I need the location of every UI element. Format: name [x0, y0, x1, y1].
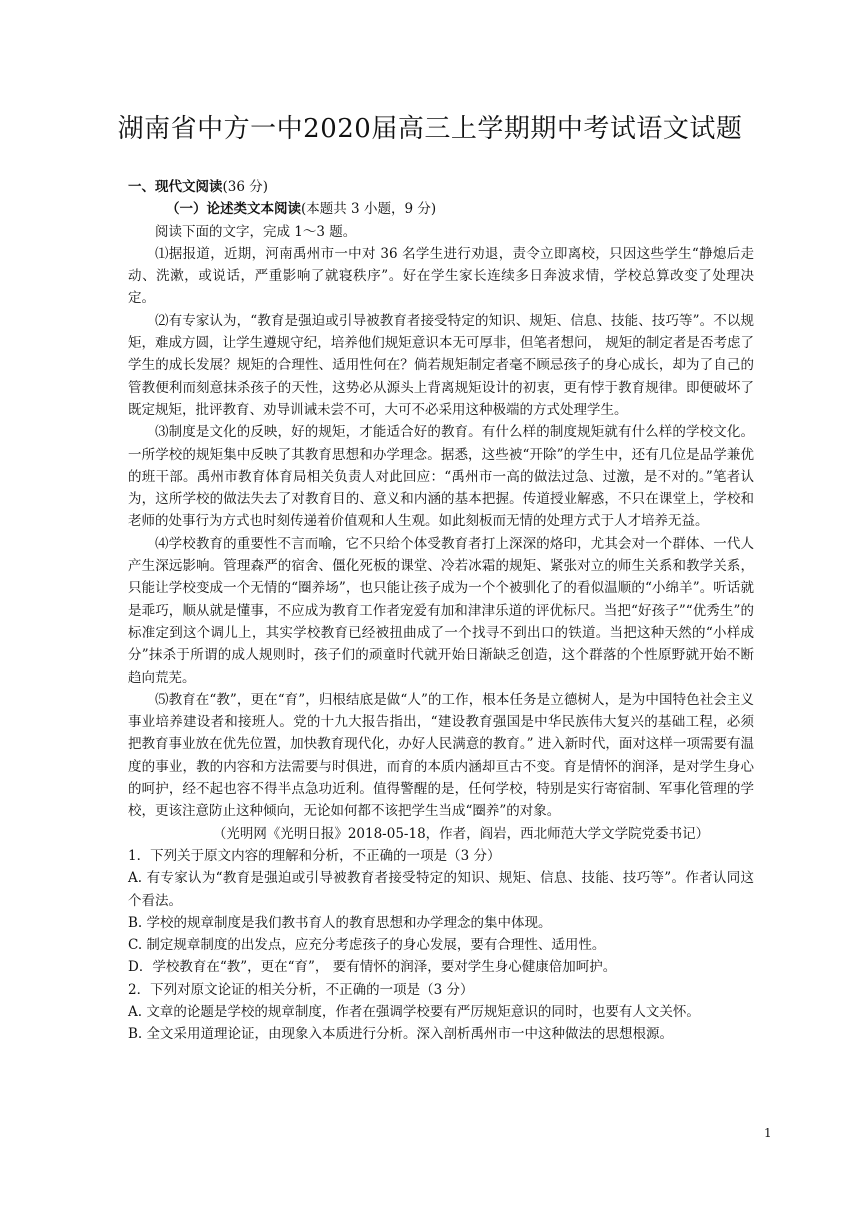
section-score: (36 分) — [222, 179, 269, 195]
question-stem: 1．下列关于原文内容的理解和分析，不正确的一项是（3 分） — [128, 847, 501, 864]
question-option: B. 全文采用道理论证，由现象入本质进行分析。深入剖析禹州市一中这种做法的思想根源。 — [128, 1026, 674, 1043]
subsection-heading — [128, 198, 754, 220]
paragraph: ⑴据报道，近期，河南禹州市一中对 36 名学生进行劝退，责令立即离校，只因这些学生“静熄后走动、洗漱，或说话，严重影响了就寝秩序”。好在学生家长连续多日奔波求情，学校总算改变了处理决定。 — [128, 245, 754, 307]
question-stem: 2．下列对原文论证的相关分析，不正确的一项是（3 分） — [128, 981, 474, 998]
paragraph: ⑸教育在“教”，更在“育”，归根结底是做“人”的工作，根本任务是立德树人，是为中国特色社会主义事业培养建设者和接班人。党的十九大报告指出，“建设教育强国是中华民族伟大复兴的基础工程，必须把教育事业放在优先位置，加快教育现代化，办好人民满意的教育。” 进入新时代，面对这样一项需要有温度的事业，教的内容和方法需要与时俱进，而育的本质内涵却亘古不变。育是情怀的润泽，是对学生身心的呵护，经不起也容不得半点急功近利。值得警醒的是，任何学校，特别是实行寄宿制、军事化管理的学校，更该注意防止这种倾向，无论如何都不该把学生当成“圈养”的对象。 — [128, 691, 754, 820]
subsection-note: (本题共 3 小题，9 分) — [301, 201, 437, 218]
page-title: 湖南省中方一中2020届高三上学期期中考试语文试题 — [117, 114, 743, 144]
subsection-heading-text: （一）论述类文本阅读 — [166, 201, 301, 218]
question-option: A. 文章的论题是学校的规章制度，作者在强调学校要有严厉规矩意识的同时，也要有人文关怀。 — [128, 1003, 700, 1020]
question-option: B. 学校的规章制度是我们教书育人的教育思想和办学理念的集中体现。 — [128, 914, 552, 931]
paragraph: ⑵有专家认为，“教育是强迫或引导被教育者接受特定的知识、规矩、信息、技能、技巧等”。不以规矩，难成方圆，让学生遵规守纪，培养他们规矩意识本无可厚非，但笔者想问， 规矩的制定者是否考虑了学生的成长发展？规矩的合理性、适用性何在？倘若规矩制定者毫不顾忌孩子的身心成长，却为了自己的管教便利而刻意抹杀孩子的天性，这势必从源头上背离规矩设计的初衷，更有悖于教育规律。即便破坏了既定规矩，批评教育、劝导训诫未尝不可，大可不必采用这种极端的方式处理学生。 — [128, 312, 754, 418]
question-option: C. 制定规章制度的出发点，应充分考虑孩子的身心发展，要有合理性、适用性。 — [128, 937, 606, 954]
reading-instruction: 阅读下面的文字，完成 1～3 题。 — [155, 223, 357, 240]
section-heading — [128, 176, 754, 198]
paragraph: ⑶制度是文化的反映，好的规矩，才能适合好的教育。有什么样的制度规矩就有什么样的学校文化。一所学校的规矩集中反映了其教育思想和办学理念。据悉，这些被“开除”的学生中，还有几位是品学兼优的班干部。禹州市教育体育局相关负责人对此回应：“禹州市一高的做法过急、过激，是不对的。”笔者认为，这所学校的做法失去了对教育目的、意义和内涵的基本把握。传道授业解惑，不只在课堂上，学校和老师的处事行为方式也时刻传递着价值观和人生观。如此刻板而无情的处理方式于人才培养无益。 — [128, 424, 754, 530]
section-heading-text: 一、现代文阅读 — [128, 179, 223, 195]
document-body — [128, 176, 754, 1046]
page-number: 1 — [764, 1126, 772, 1140]
paragraph: ⑷学校教育的重要性不言而喻，它不只给个体受教育者打上深深的烙印，尤其会对一个群体、一代人产生深远影响。管理森严的宿舍、僵化死板的课堂、冷若冰霜的规矩、紧张对立的师生关系和教学关系，只能让学校变成一个无情的“圈养场”，也只能让孩子成为一个个被驯化了的看似温顺的“小绵羊”。听话就是乖巧，顺从就是懂事，不应成为教育工作者宠爱有加和津津乐道的评优标尺。当把“好孩子”“优秀生”的标准定到这个调儿上，其实学校教育已经被扭曲成了一个找寻不到出口的铁道。当把这种天然的“小样成分”抹杀于所谓的成人规则时，孩子们的顽童时代就开始日渐缺乏创造，这个群落的个性原野就开始不断趋向荒芜。 — [128, 535, 754, 686]
question-option: A. 有专家认为“教育是强迫或引导被教育者接受特定的知识、规矩、信息、技能、技巧等”。作者认同这个看法。 — [128, 870, 754, 909]
source-citation: （光明网《光明日报》2018-05-18，作者，阎岩，西北师范大学文学院党委书记） — [212, 825, 710, 842]
question-option: D．学校教育在“教”，更在“育”， 要有情怀的润泽，要对学生身心健康倍加呵护。 — [128, 959, 617, 976]
